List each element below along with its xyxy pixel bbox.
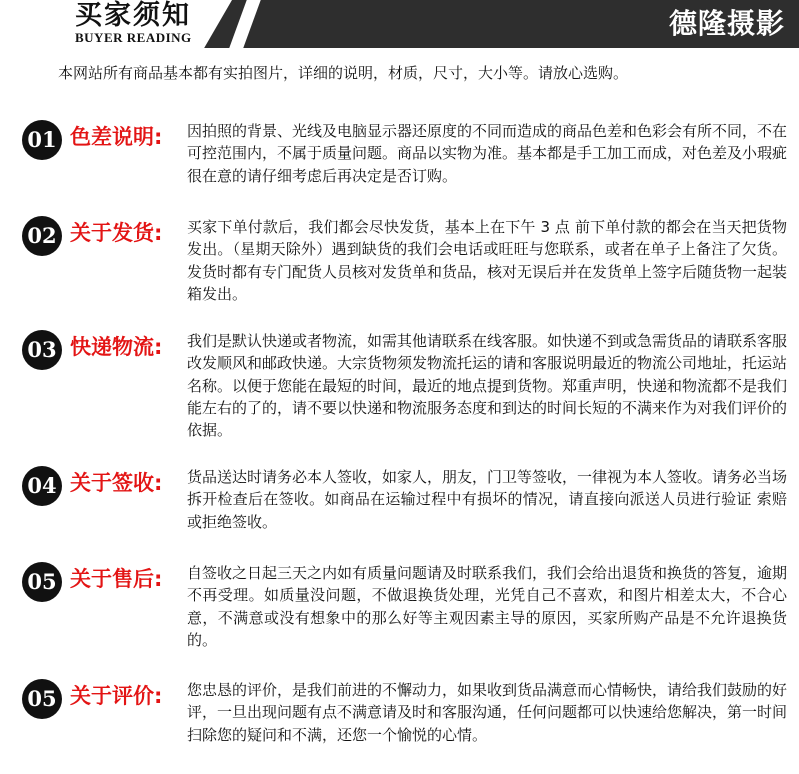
section-number-badge: 05 [22,562,62,602]
section-title: 色差说明: [70,125,163,149]
section-title: 关于评价: [70,684,163,708]
page-subtitle: BUYER READING [75,30,192,45]
section-title: 快递物流: [70,335,163,359]
section-body: 自签收之日起三天之内如有质量问题请及时联系我们，我们会给出退货和换货的答复，逾期不再受理。如质量没问题，不做退换货处理，光凭自己不喜欢，和图片相差太大，不合心意，不满意或没有想象中的那么好等主观因素主导的原因，买家所购产品是不允许退换货的。 [187,564,788,649]
header-banner [0,0,799,48]
intro-text: 本网站所有商品基本都有实拍图片，详细的说明，材质，尺寸，大小等。请放心选购。 [58,64,629,82]
section-number-badge: 04 [22,466,62,506]
section-number-badge: 03 [22,330,62,370]
section-body: 因拍照的背景、光线及电脑显示器还原度的不同而造成的商品色差和色彩会有所不同，不在可控范围内，不属于质量问题。商品以实物为准。基本都是手工加工而成，对色差及小瑕疵很在意的请仔细考虑后再决定是否订购。 [187,122,788,185]
page-title: 买家须知 [75,0,191,31]
section-number-badge: 01 [22,120,62,160]
section-title: 关于售后: [70,567,163,591]
section-title: 关于签收: [70,471,163,495]
section-body: 货品送达时请务必本人签收，如家人，朋友，门卫等签收，一律视为本人签收。请务必当场拆开检查后在签收。如商品在运输过程中有损坏的情况，请直接向派送人员进行验证 索赔或拒绝签收。 [187,468,788,531]
section-number-badge: 05 [22,679,62,719]
section-body: 我们是默认快递或者物流，如需其他请联系在线客服。如快递不到或急需货品的请联系客服改发顺风和邮政快递。大宗货物须发物流托运的请和客服说明最近的物流公司地址，托运站名称。以便于您能在最短的时间，最近的地点提到货物。郑重声明，快递和物流都不是我们能左右的了的，请不要以快递和物流服务态度和到达的时间长短的不满来作为对我们评价的依据。 [187,332,788,440]
header-decor-stripe [229,0,260,48]
section-body: 买家下单付款后，我们都会尽快发货，基本上在下午 3 点 前下单付款的都会在当天把货物发出。（星期天除外）遇到缺货的我们会电话或旺旺与您联系，或者在单子上备注了欠货。发货时都有专门配货人员核对发货单和货品，核对无误后并在发货单上签字后随货物一起装箱发出。 [187,218,788,303]
brand-name: 德隆摄影 [668,7,785,40]
section-body: 您忠恳的评价，是我们前进的不懈动力，如果收到货品满意而心情畅快，请给我们鼓励的好评，一旦出现问题有点不满意请及时和客服沟通，任何问题都可以快速给您解决，第一时间扫除您的疑问和不满，还您一个愉悦的心情。 [187,681,788,744]
section-title: 关于发货: [70,221,163,245]
section-number-badge: 02 [22,216,62,256]
